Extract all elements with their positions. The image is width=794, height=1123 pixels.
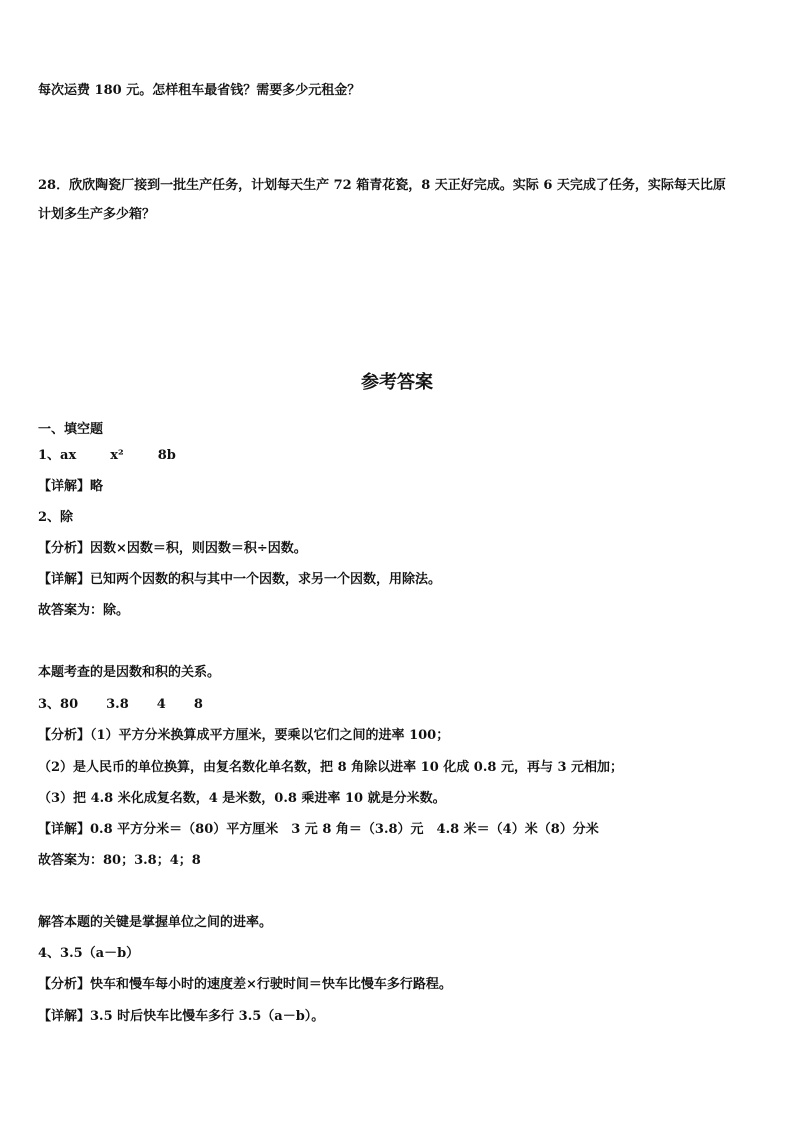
answer-2-head: 2、除	[38, 510, 74, 525]
answer-title: 参考答案	[361, 372, 433, 393]
answer-3-value-3: 4	[156, 697, 166, 712]
answer-2-analysis: 【分析】因数×因数＝积，则因数＝积÷因数。	[38, 541, 307, 556]
question-27-tail: 每次运费 180 元。怎样租车最省钱？需要多少元租金？	[38, 83, 361, 98]
answer-4-head: 4、3.5（a－b）	[38, 946, 140, 961]
answer-1-value-1: ax	[60, 448, 77, 463]
answer-1-value-2: x²	[110, 448, 124, 463]
answer-4-detail: 【详解】3.5 时后快车比慢车多行 3.5（a－b）。	[38, 1009, 325, 1024]
answer-3-detail: 【详解】0.8 平方分米＝（80）平方厘米 3 元 8 角＝（3.8）元 4.8 米＝（4）米（8）分米	[38, 822, 599, 837]
answer-3-value-4: 8	[193, 697, 203, 712]
answer-1-values	[38, 446, 758, 466]
answer-3-number: 3、	[38, 697, 61, 712]
answer-2-answer: 故答案为：除。	[38, 603, 130, 618]
answer-3-value-2: 3.8	[106, 697, 129, 712]
answer-3-analysis-2: （2）是人民币的单位换算，由复名数化单名数，把 8 角除以进率 10 化成 0.8 元，再与 3 元相加；	[38, 760, 624, 775]
answer-4-analysis: 【分析】快车和慢车每小时的速度差×行驶时间＝快车比慢车多行路程。	[38, 977, 452, 992]
answer-1-value-3: 8b	[157, 448, 176, 463]
question-28-line1: 28．欣欣陶瓷厂接到一批生产任务，计划每天生产 72 箱青花瓷，8 天正好完成。实际 6 天完成了任务，实际每天比原	[38, 178, 726, 193]
answer-3-analysis-3: （3）把 4.8 米化成复名数，4 是米数，0.8 乘进率 10 就是分米数。	[38, 791, 446, 806]
question-28-line2: 计划多生产多少箱？	[38, 207, 156, 222]
answer-2-detail: 【详解】已知两个因数的积与其中一个因数，求另一个因数，用除法。	[38, 572, 442, 587]
answer-3-values	[38, 695, 758, 715]
answer-3-note: 解答本题的关键是掌握单位之间的进率。	[38, 915, 273, 930]
section-fill-blank-heading: 一、填空题	[38, 422, 104, 437]
answer-3-value-1: 80	[60, 697, 79, 712]
answer-3-analysis-1: 【分析】（1）平方分米换算成平方厘米，要乘以它们之间的进率 100；	[38, 728, 450, 743]
answer-2-note: 本题考查的是因数和积的关系。	[38, 665, 221, 680]
answer-3-answer: 故答案为：80；3.8；4；8	[38, 853, 201, 868]
answer-1-number: 1、	[38, 448, 61, 463]
answer-1-detail: 【详解】略	[38, 479, 104, 494]
